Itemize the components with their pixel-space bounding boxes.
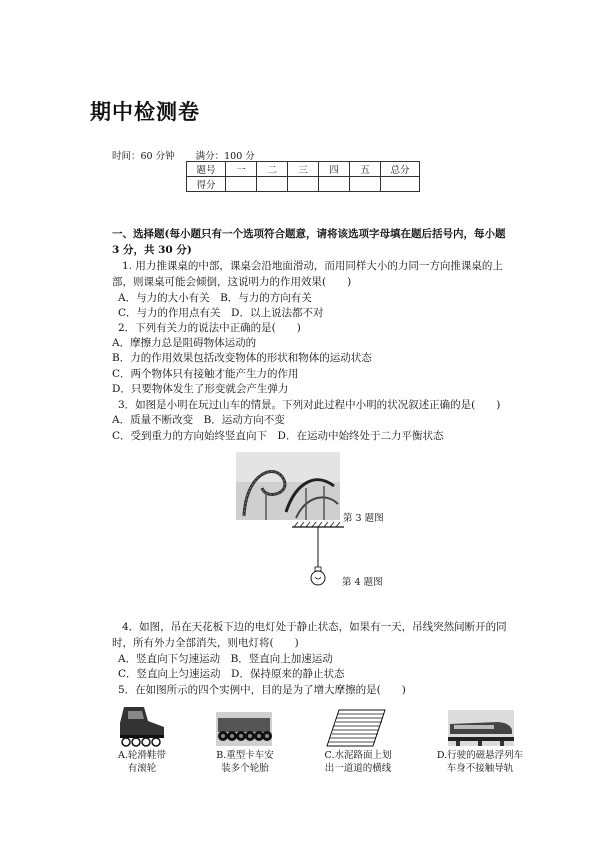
score-cell — [288, 177, 319, 192]
q2-option-c: C．两个物体只有接触才能产生力的作用 — [112, 368, 299, 380]
maglev-train-image — [448, 710, 514, 746]
section-heading: 一、选择题(每小题只有一个选项符合题意，请将该选项字母填在题后括号内，每小题3 分，共 30 分) — [112, 228, 506, 256]
fig3-caption: 第 3 题图 — [343, 513, 384, 524]
q5-fig-d-line1: D.行驶的磁悬浮列车 — [436, 750, 524, 761]
q2-option-d: D．只要物体发生了形变就会产生弹力 — [112, 383, 289, 395]
score-cell — [350, 177, 381, 192]
score-table-score-row — [187, 177, 420, 192]
inline-skate-image — [114, 703, 170, 747]
q3-options-cd: C．受到重力的方向始终竖直向下 D．在运动中始终处于二力平衡状态 — [112, 430, 444, 442]
hanging-lamp-diagram — [288, 521, 348, 587]
score-header-cell: 题号 — [187, 162, 226, 177]
q5-fig-c-line2: 出一道道的横线 — [324, 763, 392, 774]
score-header-cell: 三 — [288, 162, 319, 177]
score-table — [186, 161, 420, 192]
q5-fig-a-caption — [100, 749, 184, 775]
roller-coaster-photo — [236, 452, 340, 520]
q5-fig-c-caption — [308, 749, 408, 775]
score-header-cell: 四 — [319, 162, 350, 177]
q4-options-ab: A．竖直向下匀速运动 B．竖直向上加速运动 — [118, 653, 333, 665]
q5-fig-b-caption — [200, 749, 290, 775]
heavy-truck-image — [216, 712, 272, 746]
q2-stem: 2．下列有关力的说法中正确的是( ) — [118, 322, 301, 334]
q5-fig-a-line2: 有滚轮 — [127, 763, 157, 774]
score-header-cell: 五 — [350, 162, 381, 177]
score-header-cell: 总分 — [381, 162, 420, 177]
q5-fig-d-caption — [424, 749, 536, 775]
q1-options-ab: A．与力的大小有关 B．与力的方向有关 — [118, 292, 312, 304]
q2-option-b: B．力的作用效果包括改变物体的形状和物体的运动状态 — [112, 352, 372, 364]
q5-stem: 5．在如图所示的四个实例中，目的是为了增大摩擦的是( ) — [118, 684, 406, 696]
concrete-road-image — [325, 708, 387, 748]
score-cell — [257, 177, 288, 192]
q5-fig-b-line1: B.重型卡车安 — [216, 750, 274, 761]
q4-stem: 4．如图，吊在天花板下边的电灯处于静止状态，如果有一天，吊线突然间断开的同时，所有外力全部消失，则电灯将( ) — [112, 621, 507, 649]
q2-option-a: A．摩擦力总是阻碍物体运动的 — [112, 337, 257, 349]
q5-fig-a-line1: A.轮滑鞋带 — [118, 750, 166, 761]
time-limit: 时间：60 分钟 — [112, 151, 175, 162]
score-header-cell: 一 — [226, 162, 257, 177]
score-cell — [319, 177, 350, 192]
score-cell — [381, 177, 420, 192]
q5-fig-c-line1: C.水泥路面上划 — [324, 750, 392, 761]
full-score: 满分：100 分 — [195, 151, 255, 162]
q1-stem: 1. 用力推课桌的中部，课桌会沿地面滑动，而用同样大小的力同一方向推课桌的上部，则课桌可能会倾倒，这说明力的作用效果( ) — [112, 260, 503, 288]
q5-fig-b-line2: 装多个轮胎 — [221, 763, 269, 774]
score-cell — [226, 177, 257, 192]
score-row-label: 得分 — [187, 177, 226, 192]
q3-stem: 3．如图是小明在玩过山车的情景。下列对此过程中小明的状况叙述正确的是( ) — [118, 399, 501, 411]
q4-options-cd: C．竖直向上匀速运动 D．保持原来的静止状态 — [118, 668, 345, 680]
page-title: 期中检测卷 — [90, 100, 200, 124]
q1-options-cd: C．与力的作用点有关 D．以上说法都不对 — [118, 307, 324, 319]
fig4-caption: 第 4 题图 — [342, 577, 383, 588]
score-header-cell: 二 — [257, 162, 288, 177]
exam-meta — [112, 148, 273, 162]
score-table-header-row — [187, 162, 420, 177]
q3-options-ab: A．质量不断改变 B．运动方向不变 — [112, 414, 285, 426]
q5-fig-d-line2: 车身不接触导轨 — [446, 763, 514, 774]
